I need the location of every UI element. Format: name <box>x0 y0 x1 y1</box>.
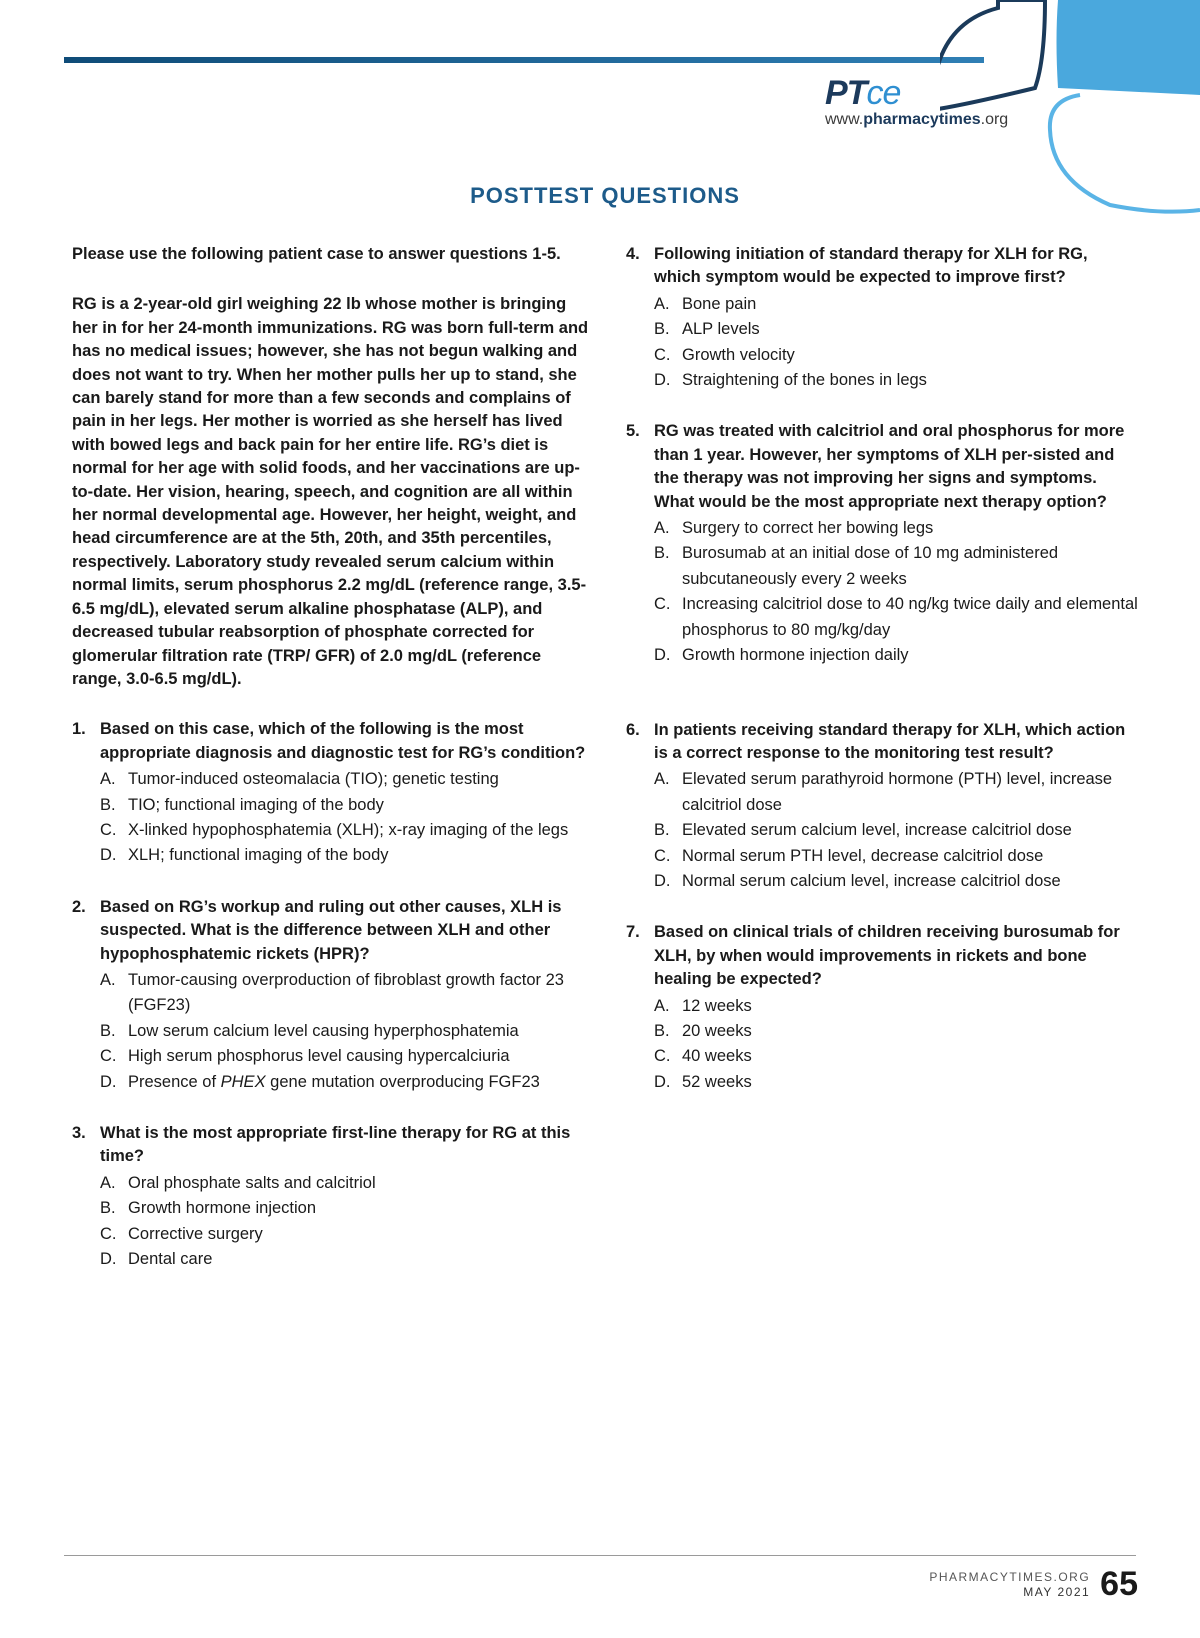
patient-case: RG is a 2-year-old girl weighing 22 lb whose mother is bringing her in for her 24-month immunizations. RG was born full-term and has no medical issues; however, she has not begun walking and does not want to try. When her mother pulls her up to stand, she can barely stand for more than a few seconds and complains of pain in her legs. Her mother is worried as she herself has lived with bowed legs and back pain for her entire life. RG’s diet is normal for her age with solid foods, and her vaccinations are up-to-date. Her vision, hearing, speech, and cognition are all within her normal developmental age. However, her height, weight, and head circumference are at the 5th, 20th, and 35th percentiles, respectively. Laboratory study revealed serum calcium within normal limits, serum phosphorus 2.2 mg/dL (reference range, 3.5-6.5 mg/dL), elevated serum alkaline phosphatase (ALP), and decreased tubular reabsorption of phosphate corrected for glomerular filtration rate (TRP/ GFR) of 2.0 mg/dL (reference range, 3.0-6.5 mg/dL). <box>72 295 589 688</box>
question-number: 7. <box>626 923 640 942</box>
question-text: Based on clinical trials of children receiving burosumab for XLH, by when would improvements in rickets and bone healing be expected? <box>654 923 1120 989</box>
answer-option[interactable]: B. 20 weeks <box>654 1021 752 1040</box>
answer-option[interactable]: C. Corrective surgery <box>100 1224 263 1243</box>
logo-mark: PTce <box>825 74 901 112</box>
footer-rule <box>64 1555 1136 1556</box>
answer-option[interactable]: B. ALP levels <box>654 320 760 339</box>
answer-option[interactable]: A. Surgery to correct her bowing legs <box>654 519 934 538</box>
question-text: Following initiation of standard therapy for XLH for RG, which symptom would be expected to improve first? <box>654 245 1088 287</box>
answer-option[interactable]: B. Burosumab at an initial dose of 10 mg administered subcutaneously every 2 weeks <box>654 544 1059 588</box>
footer-date: MAY 2021 <box>1023 1584 1091 1599</box>
logo-url: www.pharmacytimes.org <box>825 111 1009 128</box>
footer-site: PHARMACYTIMES.ORG <box>929 1569 1091 1584</box>
answer-option[interactable]: C. Increasing calcitriol dose to 40 ng/kg twice daily and elemental phosphorus to 80 mg/kg/day <box>654 595 1138 639</box>
question-text: Based on RG’s workup and ruling out other causes, XLH is suspected. What is the difference between XLH and other hypophosphatemic rickets (HPR)? <box>100 897 562 963</box>
question-6 <box>626 719 1138 895</box>
gene-name: PHEX <box>220 1072 266 1091</box>
question-1 <box>72 718 592 868</box>
answer-option[interactable]: D. Growth hormone injection daily <box>654 646 909 665</box>
header-rule <box>64 57 984 63</box>
answer-option[interactable]: C. High serum phosphorus level causing hypercalciuria <box>100 1047 510 1066</box>
question-number: 6. <box>626 720 640 739</box>
question-text: In patients receiving standard therapy for XLH, which action is a correct response to the monitoring test result? <box>654 720 1126 762</box>
case-intro: Please use the following patient case to answer questions 1-5. <box>72 245 561 263</box>
question-text: What is the most appropriate first-line therapy for RG at this time? <box>100 1124 571 1166</box>
answer-option[interactable]: C. 40 weeks <box>654 1047 752 1066</box>
answer-option[interactable]: D. Presence of PHEX gene mutation overproducing FGF23 <box>100 1072 540 1091</box>
question-2 <box>72 896 592 1095</box>
answer-option[interactable]: A. Tumor-causing overproduction of fibroblast growth factor 23 (FGF23) <box>100 970 564 1015</box>
question-number: 5. <box>626 422 640 441</box>
footer-meta <box>929 1570 1090 1600</box>
question-number: 1. <box>72 720 86 739</box>
answer-option[interactable]: A. Oral phosphate salts and calcitriol <box>100 1173 376 1192</box>
ptce-logo <box>825 76 1035 130</box>
question-4 <box>626 243 1138 393</box>
section-title: POSTTEST QUESTIONS <box>470 183 740 208</box>
answer-option[interactable]: B. Elevated serum calcium level, increase calcitriol dose <box>654 821 1072 840</box>
question-text: RG was treated with calcitriol and oral phosphorus for more than 1 year. However, her symptoms of XLH per-sisted and the therapy was not improving her signs and symptoms. What would be the most appropriate next therapy option? <box>654 422 1125 511</box>
page-footer <box>929 1565 1138 1604</box>
deco-filled-shape <box>1057 0 1200 95</box>
right-column <box>626 243 1138 1122</box>
question-text: Based on this case, which of the following is the most appropriate diagnosis and diagnostic test for RG’s condition? <box>100 720 586 762</box>
answer-option[interactable]: D. 52 weeks <box>654 1072 752 1091</box>
answer-option[interactable]: D. Normal serum calcium level, increase calcitriol dose <box>654 871 1061 890</box>
answer-option[interactable]: B. Low serum calcium level causing hyperphosphatemia <box>100 1021 519 1040</box>
answer-option[interactable]: C. X-linked hypophosphatemia (XLH); x-ray imaging of the legs <box>100 820 569 839</box>
question-number: 4. <box>626 245 640 263</box>
question-number: 2. <box>72 897 86 916</box>
left-column <box>72 243 592 1299</box>
answer-option[interactable]: C. Growth velocity <box>654 345 795 364</box>
answer-option[interactable]: A. Bone pain <box>654 294 757 313</box>
question-7 <box>626 921 1138 1095</box>
page-number: 65 <box>1100 1565 1138 1603</box>
answer-option[interactable]: B. TIO; functional imaging of the body <box>100 795 384 814</box>
question-number: 3. <box>72 1124 86 1142</box>
answer-option[interactable]: D. XLH; functional imaging of the body <box>100 846 389 865</box>
answer-option[interactable]: D. Straightening of the bones in legs <box>654 371 927 390</box>
answer-option[interactable]: B. Growth hormone injection <box>100 1199 317 1218</box>
answer-option[interactable]: A. Elevated serum parathyroid hormone (PTH) level, increase calcitriol dose <box>654 770 1113 814</box>
question-3 <box>72 1122 592 1272</box>
answer-option[interactable]: D. Dental care <box>100 1250 213 1269</box>
answer-option[interactable]: C. Normal serum PTH level, decrease calcitriol dose <box>654 846 1044 865</box>
question-5 <box>626 420 1138 668</box>
answer-option[interactable]: A. 12 weeks <box>654 996 752 1015</box>
answer-option[interactable]: A. Tumor-induced osteomalacia (TIO); genetic testing <box>100 770 499 789</box>
